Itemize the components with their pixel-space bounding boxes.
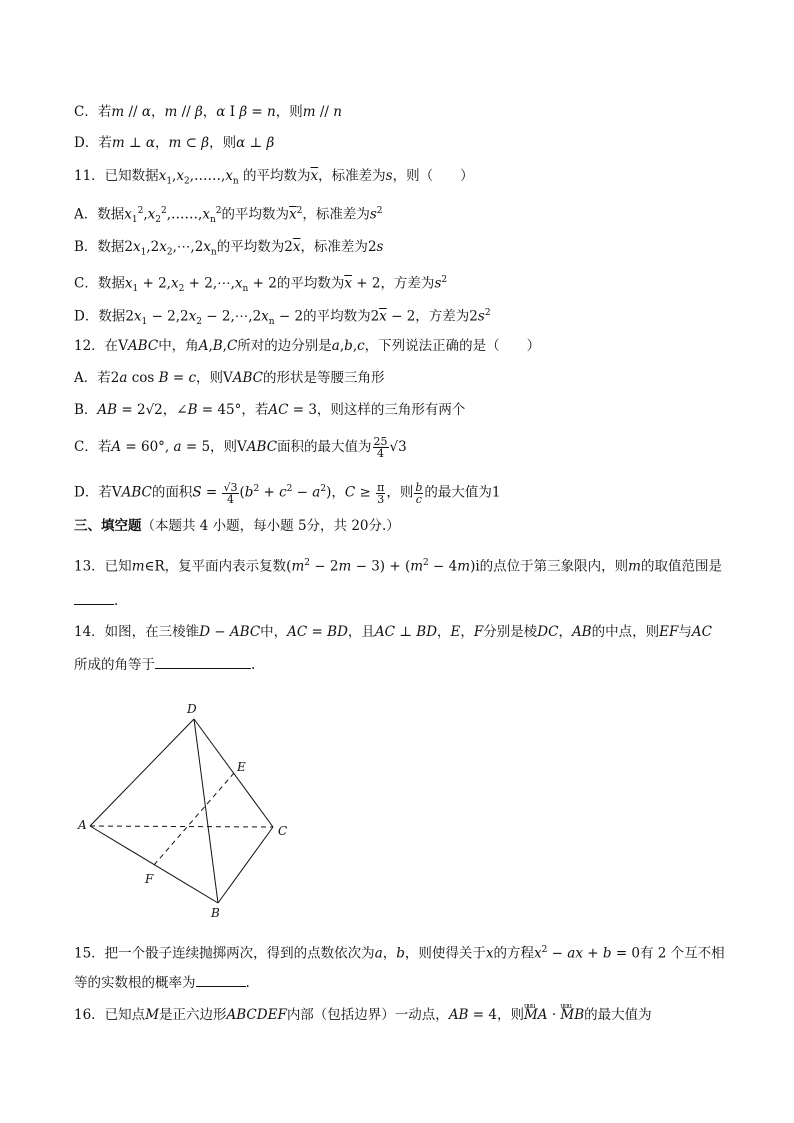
label-a: A [78,818,87,832]
q13-stem: 13．已知m∈R，复平面内表示复数$(m^2 - 2m - 3) + (m^2 - 4m)i$的点位于第三象限内，则m的取值范围是 [74,558,722,575]
q10-option-d: D．若m ⊥ α，m ⊂ β，则α ⊥ β [74,135,275,151]
label-d: D [187,702,197,716]
q11-option-c: C．数据$x_1 + 2,x_2$ + $2,\cdots,x_n + 2$的平均数为$\overline{x} + 2$，方差为$s^2$ [74,275,448,295]
q14-answer-blank[interactable] [155,654,251,669]
label-c: C [278,824,288,838]
q11-option-b: B．数据$2x_1,2x_2,\cdots,2x_n$的平均数为$2\overline{x}$，标准差为2s [74,239,384,258]
edge-da [90,719,194,826]
tetrahedron-figure [70,695,310,925]
q12-stem: 12．在VABC中，角A,B,C所对的边分别是a,b,c，下列说法正确的是（ ） [74,338,541,354]
edge-ac-hidden [90,826,273,827]
q12-option-d: D．若VABC的面积S = $\frac{√3}{4}$ $(b^2 + c^2 - a^2)$，C ≥ $\frac{\pi}{3}$ ，则 $\frac{b}{c}$ 的最大值为1 [74,480,501,506]
label-f: F [145,872,154,886]
q12-option-c: C．若A = 60°, a = 5，则VABC面积的最大值为 $\frac{25}{4}$ √3 [74,435,407,460]
q16-stem: 16．已知点M是正六边形ABCDEF内部（包括边界）一动点，AB = 4，则uuu MA · uuu MB的最大值为 [74,1005,652,1025]
q12-option-b: B．AB = 2√2，∠B = 45°，若AC = 3，则这样的三角形有两个 [74,402,466,418]
q12-option-a: A．若2a cos B = c，则VABC的形状是等腰三角形 [74,370,385,386]
label-b: B [211,906,220,920]
q14-line2: 所成的角等于 . [74,654,255,675]
edge-cb [218,827,273,903]
q15-line2: 等的实数根的概率为 . [74,972,250,993]
q11-option-a: A．数据$x_1^2,x_2^2,\dots\dots,x_n^2$的平均数为$\overline{x}^2$，标准差为$s^2$ [74,206,383,226]
q10-option-c: C．若m // α，m // β，α I β = n，则m // n [74,104,342,120]
segment-ef [154,773,234,865]
q11-stem: 11．已知数据$x_1,x_2,\dots\dots,x_n$ 的平均数为$\overline{x}$，标准差为s，则（ ） [74,168,474,187]
q11-option-d: D．数据$2x_1 - 2,2x_2$ − $2,\cdots,2x_n - 2$的平均数为$2\overline{x} - 2$，方差为$2s^2$ [74,308,491,328]
q15-answer-blank[interactable] [196,972,246,987]
q14-stem: 14．如图，在三棱锥D − ABC中，AC = BD，且AC ⊥ BD，E，F分别是棱DC，AB的中点，则EF与AC [74,624,712,640]
label-e: E [237,760,246,774]
q15-stem: 15．把一个骰子连续抛掷两次，得到的点数依次为a，b，则使得关于x的方程$x^2$ − ax + b = 0有 2 个互不相 [74,945,725,962]
section-heading: 三、填空题（本题共 4 小题，每小题 5分，共 20分.） [74,518,400,534]
q13-answer-blank[interactable]: . [74,590,118,611]
